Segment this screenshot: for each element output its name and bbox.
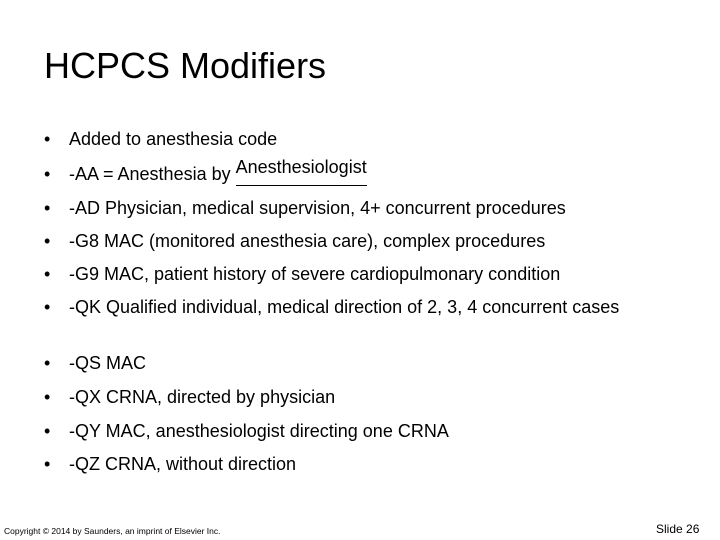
blank-underline <box>236 185 367 186</box>
bullet-marker: • <box>44 198 51 218</box>
bullet-text: -QS MAC <box>69 353 147 373</box>
bullet-marker: • <box>44 231 51 251</box>
copyright-footer: Copyright © 2014 by Saunders, an imprint of Elsevier Inc. <box>4 526 221 536</box>
slide-number: Slide 26 <box>656 522 700 536</box>
bullet-marker: • <box>44 264 51 284</box>
bullet-marker: • <box>44 164 51 184</box>
bullet-text: Added to anesthesia code <box>69 129 278 149</box>
bullet-marker: • <box>44 129 51 149</box>
bullet-text-prefix: -AA = Anesthesia by <box>69 164 236 184</box>
bullet-marker: • <box>44 421 51 441</box>
bullet-text: -QX CRNA, directed by physician <box>69 387 336 407</box>
bullet-marker: • <box>44 353 51 373</box>
bullet-text: -G8 MAC (monitored anesthesia care), complex procedures <box>69 231 546 251</box>
bullet-marker: • <box>44 297 51 317</box>
bullet-text: -QZ CRNA, without direction <box>69 454 297 474</box>
slide-title: HCPCS Modifiers <box>44 45 327 86</box>
fill-in-blank <box>235 157 367 185</box>
bullet-marker: • <box>44 454 51 474</box>
bullet-text <box>69 157 669 185</box>
bullet-marker: • <box>44 387 51 407</box>
bullet-text: -QY MAC, anesthesiologist directing one CRNA <box>69 421 449 441</box>
bullet-text: -G9 MAC, patient history of severe cardiopulmonary condition <box>69 264 561 284</box>
bullet-text: -QK Qualified individual, medical direction of 2, 3, 4 concurrent cases <box>69 297 620 317</box>
bullet-text: -AD Physician, medical supervision, 4+ concurrent procedures <box>69 198 566 218</box>
blank-answer-text: Anesthesiologist <box>235 157 367 177</box>
